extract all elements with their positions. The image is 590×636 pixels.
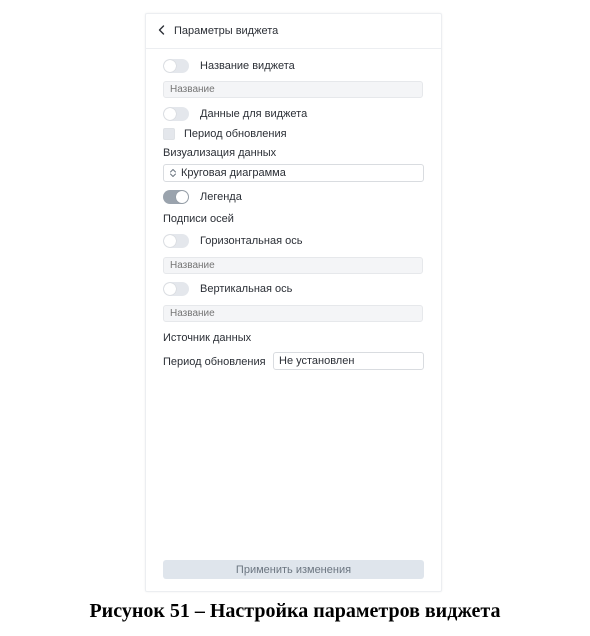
- widget-settings-panel: [145, 13, 442, 592]
- update-period-field[interactable]: Не установлен: [273, 352, 424, 370]
- widget-name-toggle[interactable]: [163, 59, 189, 73]
- visualization-selected-value: Круговая диаграмма: [181, 167, 286, 179]
- vertical-axis-row: [163, 281, 292, 297]
- apply-changes-button[interactable]: Применить изменения: [163, 560, 424, 579]
- toggle-knob: [164, 235, 176, 247]
- toggle-knob: [176, 191, 188, 203]
- data-source-heading: Источник данных: [163, 332, 252, 344]
- update-period-checkbox-label: Период обновления: [184, 128, 287, 140]
- panel-header: [146, 14, 441, 49]
- select-arrows-icon: [169, 168, 177, 178]
- horizontal-axis-input[interactable]: [163, 257, 423, 274]
- horizontal-axis-toggle[interactable]: [163, 234, 189, 248]
- figure-caption: Рисунок 51 – Настройка параметров виджета: [89, 600, 501, 622]
- widget-name-input[interactable]: [163, 81, 423, 98]
- horizontal-axis-label: Горизонтальная ось: [200, 235, 303, 247]
- vertical-axis-label: Вертикальная ось: [200, 283, 293, 295]
- toggle-knob: [164, 283, 176, 295]
- legend-label: Легенда: [200, 191, 242, 203]
- vertical-axis-toggle[interactable]: [163, 282, 189, 296]
- chevron-left-icon[interactable]: [156, 23, 168, 37]
- panel-title: Параметры виджета: [174, 25, 279, 37]
- axis-labels-heading: Подписи осей: [163, 213, 234, 225]
- widget-data-toggle[interactable]: [163, 107, 189, 121]
- horizontal-axis-row: [163, 233, 302, 249]
- widget-data-label: Данные для виджета: [200, 108, 308, 120]
- update-period-checkbox-row: [163, 126, 287, 142]
- update-period-label: Период обновления: [163, 356, 266, 368]
- toggle-knob: [164, 60, 176, 72]
- toggle-knob: [164, 108, 176, 120]
- widget-data-row: [163, 106, 307, 122]
- visualization-label: Визуализация данных: [163, 147, 277, 159]
- legend-row: [163, 189, 242, 205]
- vertical-axis-input[interactable]: [163, 305, 423, 322]
- widget-name-row: [163, 58, 295, 74]
- update-period-checkbox[interactable]: [163, 128, 175, 140]
- legend-toggle[interactable]: [163, 190, 189, 204]
- widget-name-label: Название виджета: [200, 60, 295, 72]
- visualization-select[interactable]: [163, 164, 424, 182]
